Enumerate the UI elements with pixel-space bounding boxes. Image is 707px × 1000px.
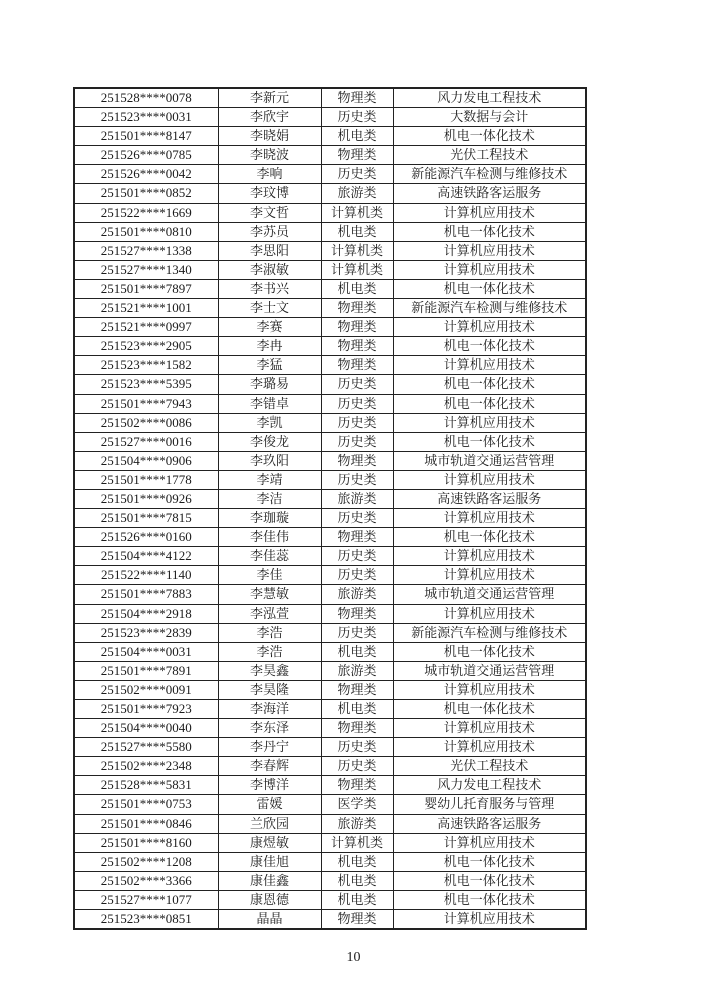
table-row: [74, 413, 586, 432]
table-row: [74, 203, 586, 222]
cell-category: 机电类: [321, 890, 393, 909]
cell-name: 李苏员: [218, 222, 321, 241]
admission-table-body: [74, 88, 586, 929]
cell-name: 李璐易: [218, 375, 321, 394]
cell-category: 计算机类: [321, 241, 393, 260]
cell-major: 计算机应用技术: [393, 680, 586, 699]
cell-major: 新能源汽车检测与维修技术: [393, 623, 586, 642]
cell-name: 李淑敏: [218, 260, 321, 279]
table-row: [74, 356, 586, 375]
cell-category: 旅游类: [321, 184, 393, 203]
cell-candidate-id: 251527****1077: [74, 890, 218, 909]
cell-major: 大数据与会计: [393, 108, 586, 127]
cell-candidate-id: 251501****7943: [74, 394, 218, 413]
cell-category: 历史类: [321, 623, 393, 642]
cell-major: 机电一体化技术: [393, 279, 586, 298]
cell-category: 机电类: [321, 700, 393, 719]
admission-table: [73, 87, 587, 930]
cell-major: 计算机应用技术: [393, 910, 586, 930]
cell-name: 康恩德: [218, 890, 321, 909]
table-row: [74, 394, 586, 413]
cell-candidate-id: 251523****1582: [74, 356, 218, 375]
table-row: [74, 852, 586, 871]
cell-candidate-id: 251502****0086: [74, 413, 218, 432]
table-row: [74, 757, 586, 776]
cell-candidate-id: 251528****5831: [74, 776, 218, 795]
cell-category: 物理类: [321, 337, 393, 356]
cell-major: 计算机应用技术: [393, 604, 586, 623]
cell-category: 物理类: [321, 680, 393, 699]
cell-category: 历史类: [321, 566, 393, 585]
cell-name: 李博洋: [218, 776, 321, 795]
cell-major: 高速铁路客运服务: [393, 184, 586, 203]
cell-name: 李丹宁: [218, 738, 321, 757]
cell-candidate-id: 251523****2839: [74, 623, 218, 642]
cell-name: 李东泽: [218, 719, 321, 738]
cell-candidate-id: 251501****0753: [74, 795, 218, 814]
cell-candidate-id: 251501****0810: [74, 222, 218, 241]
table-row: [74, 604, 586, 623]
cell-candidate-id: 251527****5580: [74, 738, 218, 757]
cell-category: 计算机类: [321, 203, 393, 222]
cell-category: 旅游类: [321, 661, 393, 680]
cell-name: 李佳: [218, 566, 321, 585]
cell-candidate-id: 251502****2348: [74, 757, 218, 776]
cell-name: 李凯: [218, 413, 321, 432]
cell-name: 李书兴: [218, 279, 321, 298]
table-row: [74, 108, 586, 127]
cell-name: 李冉: [218, 337, 321, 356]
cell-major: 机电一体化技术: [393, 127, 586, 146]
table-row: [74, 661, 586, 680]
cell-name: 康佳旭: [218, 852, 321, 871]
cell-major: 机电一体化技术: [393, 375, 586, 394]
table-row: [74, 165, 586, 184]
cell-category: 旅游类: [321, 585, 393, 604]
cell-candidate-id: 251501****7923: [74, 700, 218, 719]
cell-name: 李佳伟: [218, 528, 321, 547]
table-row: [74, 222, 586, 241]
cell-name: 李玟博: [218, 184, 321, 203]
cell-category: 物理类: [321, 318, 393, 337]
table-row: [74, 432, 586, 451]
cell-name: 李靖: [218, 470, 321, 489]
cell-category: 历史类: [321, 738, 393, 757]
cell-candidate-id: 251526****0042: [74, 165, 218, 184]
table-row: [74, 451, 586, 470]
cell-major: 机电一体化技术: [393, 222, 586, 241]
table-row: [74, 241, 586, 260]
cell-category: 物理类: [321, 88, 393, 108]
cell-major: 机电一体化技术: [393, 337, 586, 356]
cell-candidate-id: 251527****1340: [74, 260, 218, 279]
cell-name: 雷媛: [218, 795, 321, 814]
table-row: [74, 623, 586, 642]
cell-category: 历史类: [321, 394, 393, 413]
table-row: [74, 375, 586, 394]
cell-category: 物理类: [321, 356, 393, 375]
cell-name: 李响: [218, 165, 321, 184]
cell-major: 机电一体化技术: [393, 890, 586, 909]
table-row: [74, 680, 586, 699]
cell-name: 李赛: [218, 318, 321, 337]
cell-category: 历史类: [321, 375, 393, 394]
cell-name: 兰欣园: [218, 814, 321, 833]
cell-name: 李猛: [218, 356, 321, 375]
cell-candidate-id: 251527****0016: [74, 432, 218, 451]
cell-category: 医学类: [321, 795, 393, 814]
cell-major: 城市轨道交通运营管理: [393, 585, 586, 604]
cell-name: 李思阳: [218, 241, 321, 260]
cell-name: 李晓娟: [218, 127, 321, 146]
cell-category: 历史类: [321, 470, 393, 489]
cell-candidate-id: 251502****3366: [74, 871, 218, 890]
cell-category: 物理类: [321, 528, 393, 547]
cell-candidate-id: 251527****1338: [74, 241, 218, 260]
table-row: [74, 279, 586, 298]
cell-category: 历史类: [321, 165, 393, 184]
cell-major: 计算机应用技术: [393, 470, 586, 489]
table-row: [74, 719, 586, 738]
cell-major: 风力发电工程技术: [393, 776, 586, 795]
table-row: [74, 642, 586, 661]
cell-category: 历史类: [321, 509, 393, 528]
cell-category: 物理类: [321, 146, 393, 165]
cell-name: 李晓波: [218, 146, 321, 165]
page-number: 10: [346, 950, 361, 965]
cell-major: 城市轨道交通运营管理: [393, 661, 586, 680]
cell-name: 李昊隆: [218, 680, 321, 699]
table-row: [74, 528, 586, 547]
cell-name: 李洁: [218, 489, 321, 508]
cell-candidate-id: 251504****0031: [74, 642, 218, 661]
cell-category: 历史类: [321, 547, 393, 566]
cell-major: 计算机应用技术: [393, 738, 586, 757]
cell-name: 李慧敏: [218, 585, 321, 604]
cell-candidate-id: 251522****1669: [74, 203, 218, 222]
cell-major: 计算机应用技术: [393, 203, 586, 222]
cell-candidate-id: 251523****2905: [74, 337, 218, 356]
cell-major: 高速铁路客运服务: [393, 814, 586, 833]
table-row: [74, 260, 586, 279]
cell-name: 李错卓: [218, 394, 321, 413]
table-row: [74, 184, 586, 203]
cell-candidate-id: 251502****0091: [74, 680, 218, 699]
cell-major: 机电一体化技术: [393, 700, 586, 719]
table-row: [74, 566, 586, 585]
cell-category: 历史类: [321, 757, 393, 776]
cell-major: 风力发电工程技术: [393, 88, 586, 108]
table-row: [74, 795, 586, 814]
cell-name: 李浩: [218, 623, 321, 642]
cell-category: 旅游类: [321, 489, 393, 508]
cell-candidate-id: 251504****0040: [74, 719, 218, 738]
cell-major: 城市轨道交通运营管理: [393, 451, 586, 470]
cell-candidate-id: 251501****0846: [74, 814, 218, 833]
cell-candidate-id: 251526****0160: [74, 528, 218, 547]
cell-major: 计算机应用技术: [393, 719, 586, 738]
cell-candidate-id: 251501****7815: [74, 509, 218, 528]
cell-major: 计算机应用技术: [393, 356, 586, 375]
cell-candidate-id: 251501****1778: [74, 470, 218, 489]
cell-candidate-id: 251523****5395: [74, 375, 218, 394]
cell-category: 计算机类: [321, 833, 393, 852]
cell-major: 新能源汽车检测与维修技术: [393, 299, 586, 318]
table-row: [74, 299, 586, 318]
cell-candidate-id: 251501****7897: [74, 279, 218, 298]
table-row: [74, 890, 586, 909]
cell-category: 机电类: [321, 642, 393, 661]
cell-candidate-id: 251504****0906: [74, 451, 218, 470]
cell-candidate-id: 251523****0851: [74, 910, 218, 930]
cell-name: 李佳蕊: [218, 547, 321, 566]
cell-major: 光伏工程技术: [393, 757, 586, 776]
cell-name: 晶晶: [218, 910, 321, 930]
cell-name: 李士文: [218, 299, 321, 318]
cell-category: 物理类: [321, 451, 393, 470]
cell-major: 机电一体化技术: [393, 432, 586, 451]
cell-candidate-id: 251501****7891: [74, 661, 218, 680]
cell-category: 机电类: [321, 222, 393, 241]
cell-category: 计算机类: [321, 260, 393, 279]
cell-name: 李珈璇: [218, 509, 321, 528]
cell-category: 机电类: [321, 871, 393, 890]
table-row: [74, 489, 586, 508]
cell-name: 康煜敏: [218, 833, 321, 852]
table-row: [74, 871, 586, 890]
cell-category: 物理类: [321, 719, 393, 738]
table-row: [74, 814, 586, 833]
cell-major: 计算机应用技术: [393, 547, 586, 566]
table-row: [74, 127, 586, 146]
table-row: [74, 738, 586, 757]
cell-major: 计算机应用技术: [393, 241, 586, 260]
cell-major: 计算机应用技术: [393, 509, 586, 528]
cell-candidate-id: 251526****0785: [74, 146, 218, 165]
cell-candidate-id: 251502****1208: [74, 852, 218, 871]
cell-major: 计算机应用技术: [393, 260, 586, 279]
cell-major: 新能源汽车检测与维修技术: [393, 165, 586, 184]
cell-category: 物理类: [321, 910, 393, 930]
cell-name: 李昊鑫: [218, 661, 321, 680]
cell-candidate-id: 251501****0926: [74, 489, 218, 508]
cell-category: 物理类: [321, 299, 393, 318]
cell-category: 历史类: [321, 432, 393, 451]
cell-candidate-id: 251521****1001: [74, 299, 218, 318]
cell-candidate-id: 251504****2918: [74, 604, 218, 623]
cell-category: 机电类: [321, 852, 393, 871]
cell-major: 机电一体化技术: [393, 394, 586, 413]
cell-name: 李欣宇: [218, 108, 321, 127]
cell-name: 李海洋: [218, 700, 321, 719]
cell-category: 历史类: [321, 108, 393, 127]
cell-name: 李俊龙: [218, 432, 321, 451]
cell-name: 李新元: [218, 88, 321, 108]
cell-category: 物理类: [321, 776, 393, 795]
table-row: [74, 146, 586, 165]
cell-candidate-id: 251528****0078: [74, 88, 218, 108]
table-row: [74, 547, 586, 566]
cell-major: 机电一体化技术: [393, 852, 586, 871]
table-row: [74, 337, 586, 356]
table-row: [74, 318, 586, 337]
cell-candidate-id: 251501****7883: [74, 585, 218, 604]
cell-candidate-id: 251523****0031: [74, 108, 218, 127]
table-row: [74, 776, 586, 795]
cell-major: 高速铁路客运服务: [393, 489, 586, 508]
cell-category: 机电类: [321, 279, 393, 298]
cell-candidate-id: 251504****4122: [74, 547, 218, 566]
table-row: [74, 833, 586, 852]
cell-category: 历史类: [321, 413, 393, 432]
cell-major: 计算机应用技术: [393, 566, 586, 585]
cell-category: 物理类: [321, 604, 393, 623]
cell-major: 计算机应用技术: [393, 318, 586, 337]
cell-name: 康佳鑫: [218, 871, 321, 890]
cell-major: 婴幼儿托育服务与管理: [393, 795, 586, 814]
cell-major: 计算机应用技术: [393, 833, 586, 852]
cell-candidate-id: 251501****0852: [74, 184, 218, 203]
table-row: [74, 700, 586, 719]
cell-candidate-id: 251501****8147: [74, 127, 218, 146]
cell-major: 机电一体化技术: [393, 871, 586, 890]
table-row: [74, 509, 586, 528]
table-row: [74, 470, 586, 489]
cell-name: 李文哲: [218, 203, 321, 222]
cell-name: 李浩: [218, 642, 321, 661]
cell-name: 李玖阳: [218, 451, 321, 470]
table-row: [74, 910, 586, 930]
cell-candidate-id: 251522****1140: [74, 566, 218, 585]
cell-major: 计算机应用技术: [393, 413, 586, 432]
table-row: [74, 585, 586, 604]
cell-candidate-id: 251501****8160: [74, 833, 218, 852]
cell-category: 机电类: [321, 127, 393, 146]
cell-major: 机电一体化技术: [393, 528, 586, 547]
cell-category: 旅游类: [321, 814, 393, 833]
cell-name: 李泓萱: [218, 604, 321, 623]
cell-name: 李春辉: [218, 757, 321, 776]
cell-major: 光伏工程技术: [393, 146, 586, 165]
cell-candidate-id: 251521****0997: [74, 318, 218, 337]
table-row: [74, 88, 586, 108]
cell-major: 机电一体化技术: [393, 642, 586, 661]
